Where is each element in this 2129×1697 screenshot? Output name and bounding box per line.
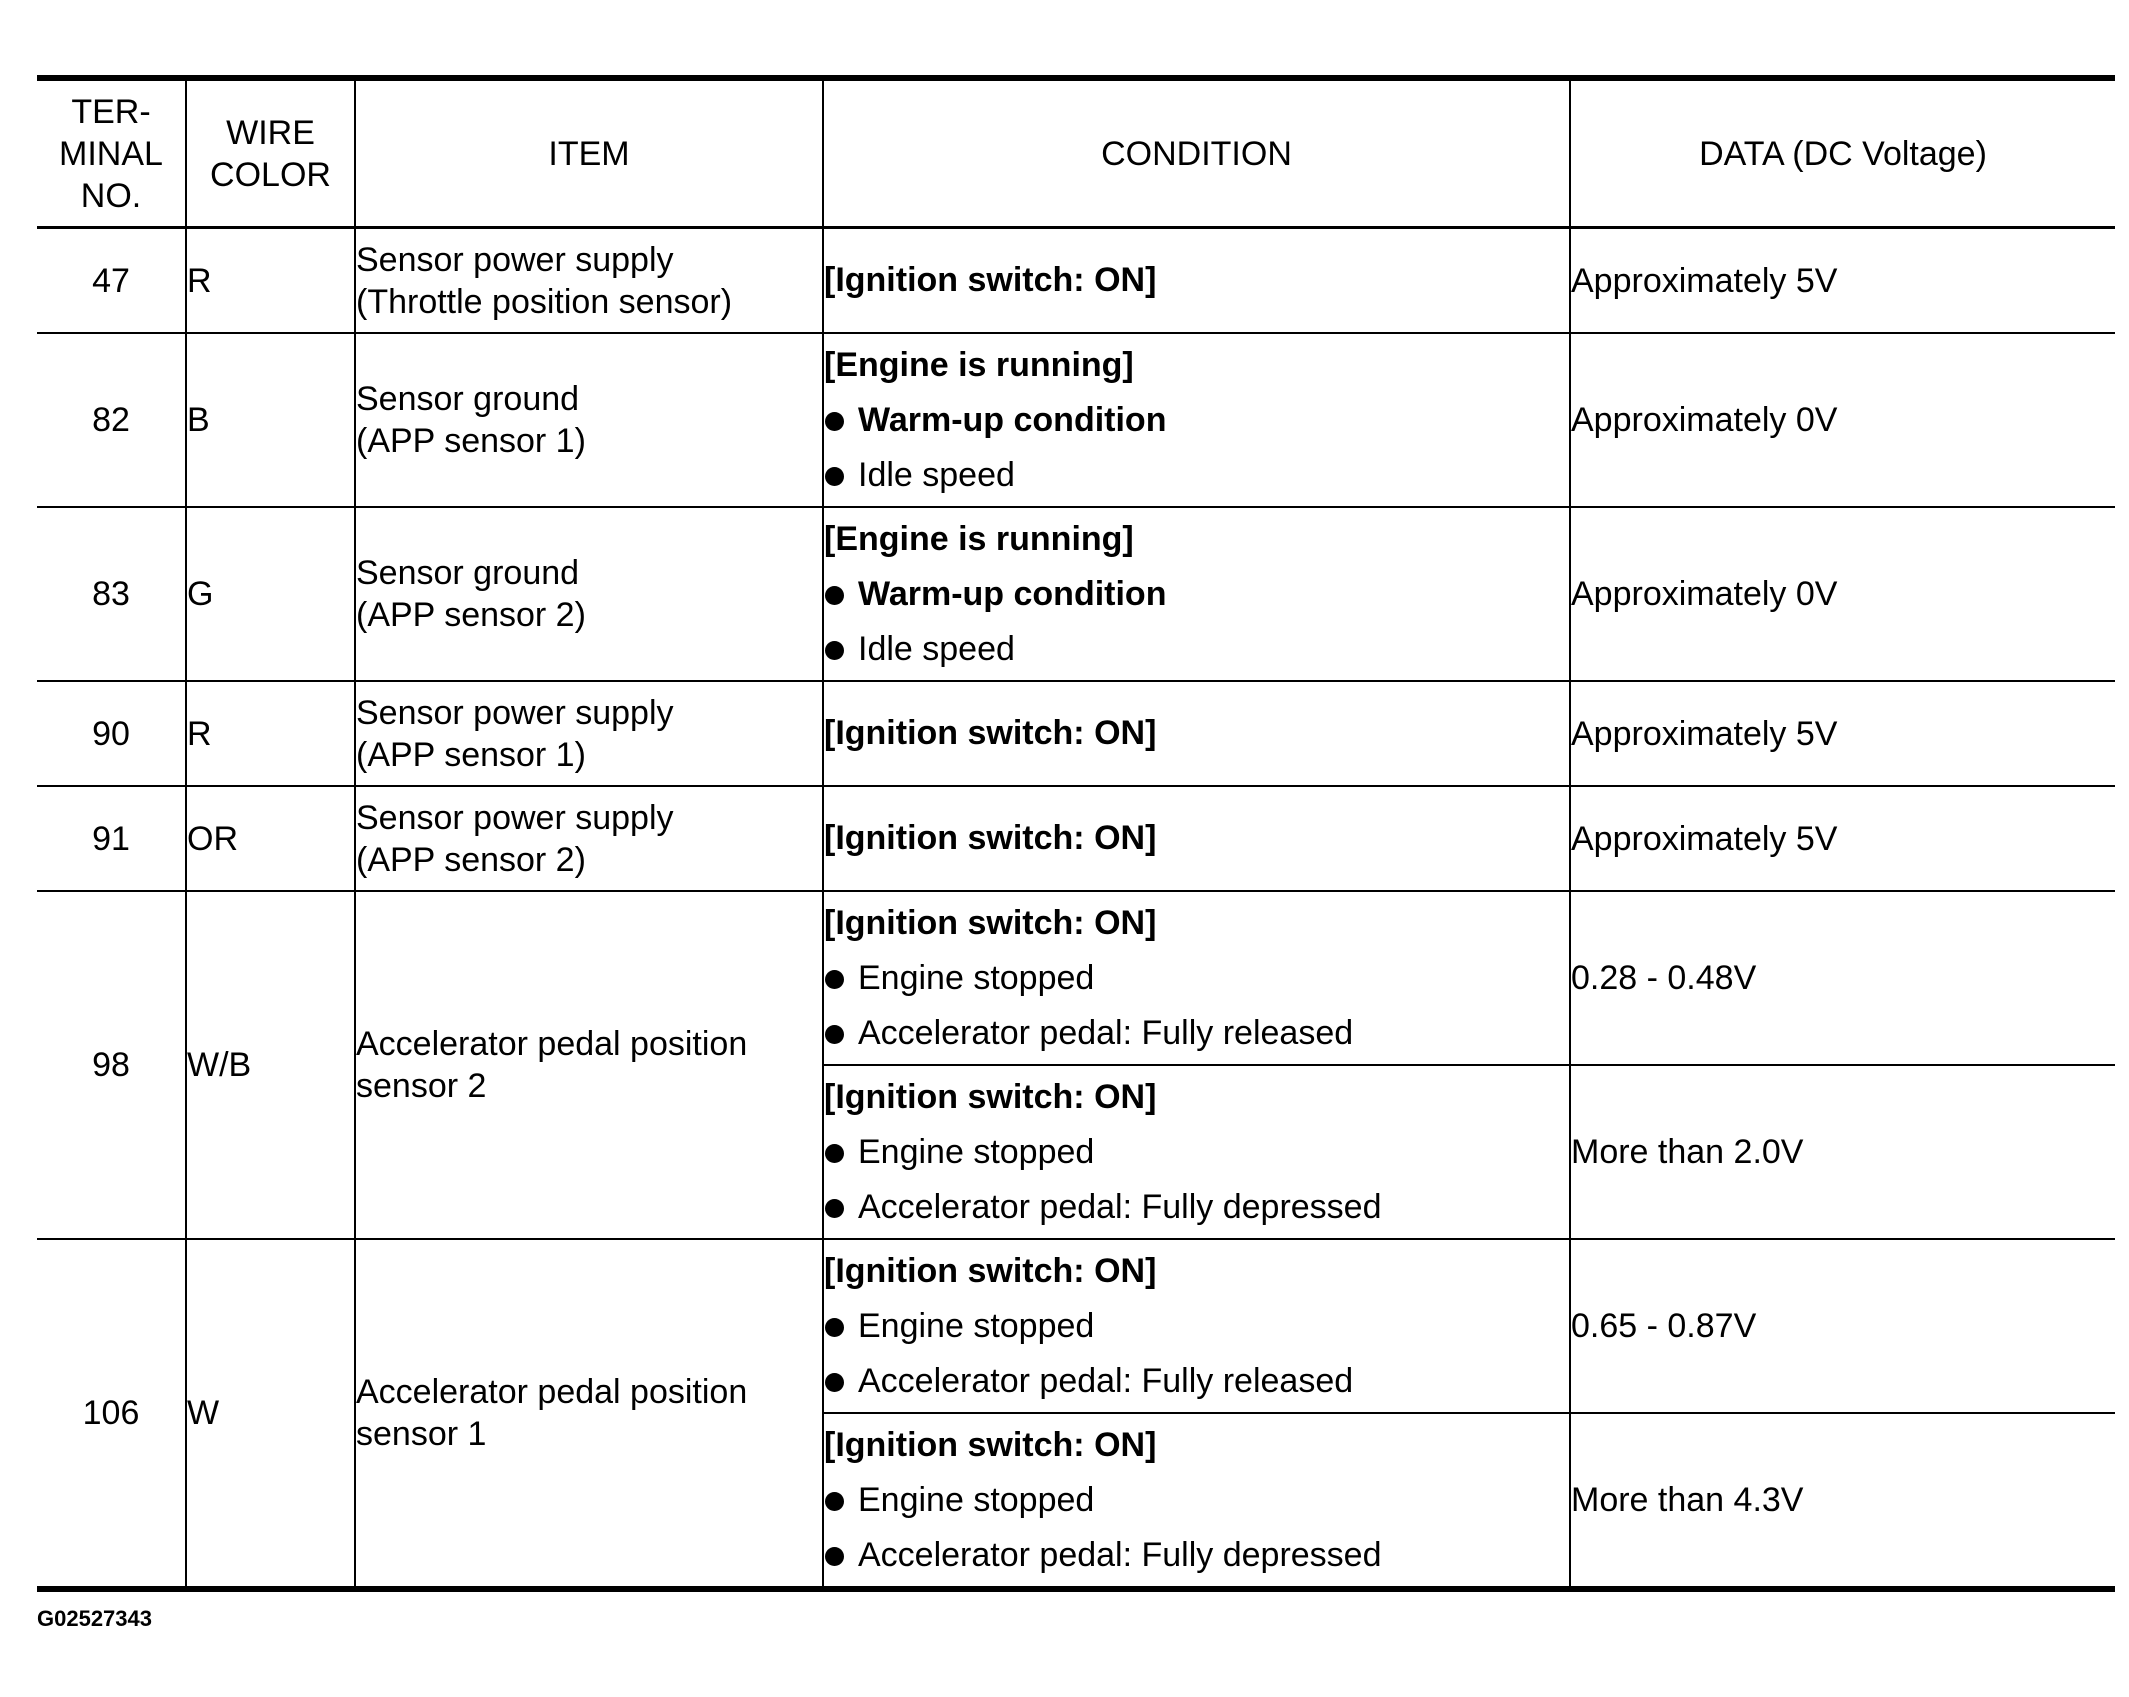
data-value-cell: Approximately 5V xyxy=(1570,681,2115,786)
table-row xyxy=(37,333,2115,507)
item-line: sensor 2 xyxy=(356,1067,487,1105)
item-cell xyxy=(355,891,823,1239)
item-cell xyxy=(355,681,823,786)
terminal-number-cell: 106 xyxy=(37,1239,186,1589)
header-terminal-no xyxy=(37,78,186,228)
bullet-dot-icon xyxy=(825,412,844,431)
condition-heading: [Ignition switch: ON] xyxy=(824,261,1157,299)
condition-cell xyxy=(823,681,1570,786)
table-body xyxy=(37,228,2115,1590)
condition-bullet-item xyxy=(824,1125,1569,1180)
item-cell xyxy=(355,333,823,507)
data-value-cell: Approximately 0V xyxy=(1570,333,2115,507)
condition-bullet-text: Engine stopped xyxy=(858,958,1095,997)
wire-color-cell: B xyxy=(186,333,355,507)
condition-bullet-item xyxy=(824,951,1569,1006)
condition-cell xyxy=(823,1413,1570,1589)
condition-bullet-text: Accelerator pedal: Fully released xyxy=(858,1013,1354,1052)
bullet-dot-icon xyxy=(825,970,844,989)
condition-cell xyxy=(823,333,1570,507)
bullet-dot-icon xyxy=(825,641,844,660)
condition-bullet-text: Engine stopped xyxy=(858,1480,1095,1519)
table-header-row xyxy=(37,78,2115,228)
condition-heading: [Engine is running] xyxy=(824,519,1134,558)
condition-bullet-text: Idle speed xyxy=(858,629,1015,668)
condition-bullet-item xyxy=(824,1354,1569,1409)
terminal-number-cell: 83 xyxy=(37,507,186,681)
wire-color-cell: G xyxy=(186,507,355,681)
condition-bullet-item xyxy=(824,622,1569,677)
item-line: Accelerator pedal position xyxy=(356,1373,748,1411)
table-row xyxy=(37,681,2115,786)
item-line: sensor 1 xyxy=(356,1415,487,1453)
condition-bullet-text: Accelerator pedal: Fully depressed xyxy=(858,1535,1382,1574)
item-line: (APP sensor 2) xyxy=(356,596,586,634)
condition-bullet-text: Warm-up condition xyxy=(858,574,1167,613)
item-line: Sensor power supply xyxy=(356,798,674,837)
condition-cell xyxy=(823,786,1570,891)
bullet-dot-icon xyxy=(825,467,844,486)
bullet-dot-icon xyxy=(825,586,844,605)
condition-cell xyxy=(823,228,1570,334)
figure-id-label: G02527343 xyxy=(37,1606,152,1631)
item-line: (APP sensor 1) xyxy=(356,735,586,774)
condition-bullet-text: Accelerator pedal: Fully depressed xyxy=(858,1187,1382,1226)
condition-bullet-text: Engine stopped xyxy=(858,1306,1095,1345)
condition-heading: [Ignition switch: ON] xyxy=(824,819,1157,857)
condition-heading: [Ignition switch: ON] xyxy=(824,903,1157,942)
bullet-dot-icon xyxy=(825,1547,844,1566)
item-line: Accelerator pedal position xyxy=(356,1025,748,1063)
header-terminal-no-line: NO. xyxy=(80,176,142,215)
table-row xyxy=(37,1239,2115,1413)
condition-cell xyxy=(823,1239,1570,1413)
terminal-number-cell: 47 xyxy=(37,228,186,334)
wire-color-cell: W/B xyxy=(186,891,355,1239)
table-row xyxy=(37,891,2115,1065)
condition-heading: [Ignition switch: ON] xyxy=(824,1251,1157,1290)
item-line: Sensor ground xyxy=(356,554,580,592)
condition-bullet-text: Warm-up condition xyxy=(858,400,1167,439)
wire-color-cell: OR xyxy=(186,786,355,891)
terminal-number-cell: 91 xyxy=(37,786,186,891)
wire-color-cell: W xyxy=(186,1239,355,1589)
condition-bullet-item xyxy=(824,393,1569,448)
header-terminal-no-line: TER- xyxy=(71,92,151,131)
table-row xyxy=(37,507,2115,681)
data-value-cell: More than 4.3V xyxy=(1570,1413,2115,1589)
condition-cell xyxy=(823,1065,1570,1239)
condition-bullet-item xyxy=(824,1473,1569,1528)
bullet-dot-icon xyxy=(825,1492,844,1511)
condition-bullet-item xyxy=(824,448,1569,503)
terminal-number-cell: 82 xyxy=(37,333,186,507)
data-value-cell: Approximately 5V xyxy=(1570,228,2115,334)
bullet-dot-icon xyxy=(825,1199,844,1218)
condition-bullet-item xyxy=(824,1528,1569,1583)
condition-cell xyxy=(823,891,1570,1065)
item-cell xyxy=(355,228,823,334)
wire-color-cell: R xyxy=(186,228,355,334)
data-value-cell: Approximately 0V xyxy=(1570,507,2115,681)
wire-color-cell: R xyxy=(186,681,355,786)
terminal-number-cell: 90 xyxy=(37,681,186,786)
condition-bullet-item xyxy=(824,1006,1569,1061)
item-line: Sensor power supply xyxy=(356,693,674,732)
terminal-data-table xyxy=(37,75,2115,1592)
header-data: DATA (DC Voltage) xyxy=(1570,78,2115,228)
condition-bullet-item xyxy=(824,1299,1569,1354)
item-line: (APP sensor 1) xyxy=(356,422,586,460)
header-wire-color-line: COLOR xyxy=(210,155,331,194)
data-value-cell: Approximately 5V xyxy=(1570,786,2115,891)
condition-bullet-text: Idle speed xyxy=(858,455,1015,494)
condition-heading: [Ignition switch: ON] xyxy=(824,714,1157,752)
header-condition: CONDITION xyxy=(823,78,1570,228)
bullet-dot-icon xyxy=(825,1144,844,1163)
bullet-dot-icon xyxy=(825,1373,844,1392)
header-wire-color-line: WIRE xyxy=(226,113,315,152)
header-item: ITEM xyxy=(355,78,823,228)
bullet-dot-icon xyxy=(825,1025,844,1044)
header-terminal-no-line: MINAL xyxy=(59,134,163,173)
terminal-number-cell: 98 xyxy=(37,891,186,1239)
header-wire-color xyxy=(186,78,355,228)
item-cell xyxy=(355,1239,823,1589)
item-line: (Throttle position sensor) xyxy=(356,282,733,321)
condition-bullet-item xyxy=(824,1180,1569,1235)
condition-bullet-text: Accelerator pedal: Fully released xyxy=(858,1361,1354,1400)
condition-bullet-text: Engine stopped xyxy=(858,1132,1095,1171)
condition-heading: [Ignition switch: ON] xyxy=(824,1425,1157,1464)
item-line: Sensor power supply xyxy=(356,240,674,279)
item-line: (APP sensor 2) xyxy=(356,840,586,879)
condition-heading: [Ignition switch: ON] xyxy=(824,1077,1157,1116)
item-cell xyxy=(355,507,823,681)
condition-cell xyxy=(823,507,1570,681)
condition-bullet-item xyxy=(824,567,1569,622)
item-line: Sensor ground xyxy=(356,380,580,418)
table-row xyxy=(37,228,2115,334)
table-row xyxy=(37,786,2115,891)
data-value-cell: 0.65 - 0.87V xyxy=(1570,1239,2115,1413)
terminal-data-table-container xyxy=(37,75,2115,1592)
data-value-cell: More than 2.0V xyxy=(1570,1065,2115,1239)
bullet-dot-icon xyxy=(825,1318,844,1337)
condition-heading: [Engine is running] xyxy=(824,345,1134,384)
data-value-cell: 0.28 - 0.48V xyxy=(1570,891,2115,1065)
item-cell xyxy=(355,786,823,891)
